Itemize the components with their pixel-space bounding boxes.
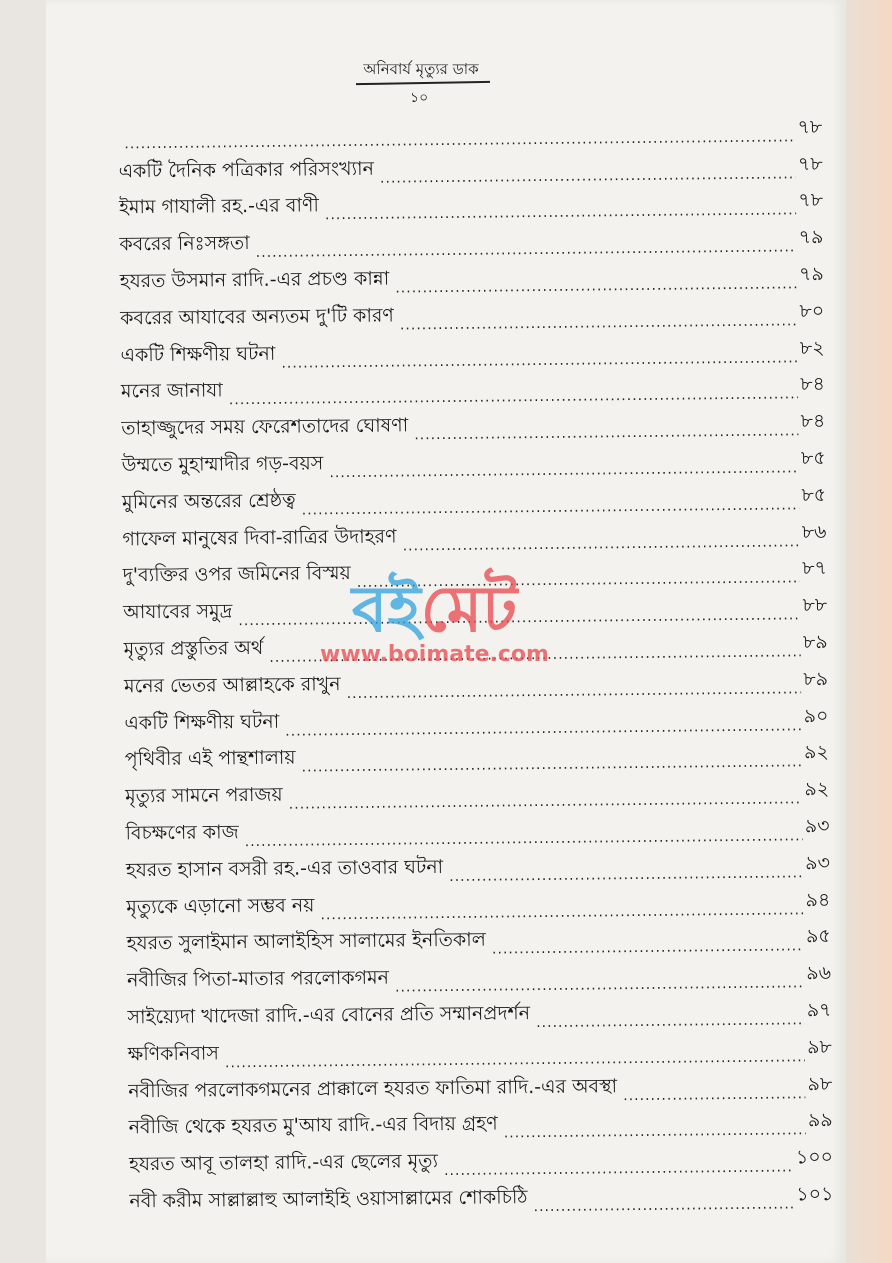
toc-entry-page: ৭৯ [798, 262, 824, 286]
toc-entry [127, 954, 831, 998]
toc-entry-title: উম্মতে মুহাম্মাদীর গড়-বয়স [121, 452, 324, 477]
toc-entry-page: ৯৮ [807, 1035, 832, 1058]
toc-entry-title: নবীজির পরলোকগমনের প্রাক্কালে হযরত ফাতিমা রাদি.-এর অবস্থা [128, 1074, 618, 1102]
toc-entry-page: ৯৩ [804, 814, 830, 838]
toc-entry-page: ৯৩ [805, 851, 831, 874]
toc-entry [122, 476, 826, 520]
toc-entry [120, 292, 824, 336]
toc-entry-title: একটি দৈনিক পত্রিকার পরিসংখ্যান [118, 157, 375, 182]
toc-entry-title: মৃত্যুকে এড়ানো সম্ভব নয় [126, 893, 315, 918]
leader-dots [536, 1012, 805, 1031]
toc-entry-page: ১০১ [796, 1182, 834, 1206]
toc-entry-page: ৯৪ [805, 888, 831, 911]
page-edge [846, 0, 892, 1263]
toc-entry-title: দু'ব্যক্তির ওপর জমিনের বিস্ময় [122, 562, 351, 587]
toc-entry [122, 513, 826, 557]
leader-dots [623, 1086, 806, 1104]
toc-entry-page: ৯৭ [806, 998, 832, 1022]
toc-entry-page: ১০০ [795, 1146, 834, 1169]
toc-entry [125, 734, 829, 778]
toc-entry [121, 402, 825, 446]
toc-entry [121, 366, 825, 410]
toc-entry-title: একটি শিক্ষণীয় ঘটনা [124, 710, 280, 734]
toc-entry-page: ৭৮ [798, 189, 824, 212]
toc-entry-page: ৮৬ [801, 520, 827, 543]
toc-entry [128, 1065, 832, 1109]
toc-entry-page: ৯৮ [807, 1072, 833, 1095]
toc-entry-page: ৯৫ [805, 925, 831, 948]
toc-entry-title: নবীজি থেকে হযরত মু'আয রাদি.-এর বিদায় গ্রহণ [128, 1112, 498, 1139]
toc-entry-page: ৮৯ [803, 667, 829, 690]
toc-entry-title: বিচক্ষণের কাজ [125, 821, 239, 845]
toc-entry-title: হযরত আবূ তালহা রাদি.-এর ছেলের মৃত্যু [128, 1150, 439, 1176]
toc-entry [129, 1175, 833, 1219]
toc-entry-page: ৭৮ [797, 115, 823, 139]
toc-entry-title: সাইয়্যেদা খাদেজা রাদি.-এর বোনের প্রতি সম্মানপ্রদর্শন [127, 1002, 531, 1029]
toc-entry [119, 218, 823, 262]
toc-entry [126, 881, 830, 925]
toc-entry [118, 145, 822, 189]
watermark-url: www.boimate.com [320, 642, 549, 667]
toc-entry-page: ৮৪ [800, 373, 826, 396]
toc-entry [120, 255, 824, 299]
toc-entry-title: নবীজির পিতা-মাতার পরলোকগমন [126, 966, 390, 992]
toc-entry [127, 917, 831, 961]
toc-entry-page: ৮৮ [802, 594, 828, 617]
toc-entry-title: হযরত উসমান রাদি.-এর প্রচণ্ড কান্না [119, 267, 390, 293]
page-number: ১০ [410, 90, 429, 106]
toc-entry-title: নবী করীম সাল্লাল্লাহু আলাইহি ওয়াসাল্লামের শোকচিঠি [129, 1186, 528, 1213]
toc-entry [125, 770, 829, 814]
toc-entry [126, 844, 830, 888]
watermark [320, 573, 549, 667]
toc-entry-title: কবরের নিঃসঙ্গতা [119, 232, 250, 256]
toc-entry-title: একটি শিক্ষণীয় ঘটনা [120, 342, 276, 366]
watermark-logo-part2: মেট [420, 573, 518, 647]
toc-entry [127, 991, 831, 1035]
toc-entry-page: ৮০ [799, 299, 825, 323]
toc-entry-title: মৃত্যুর প্রস্তুতির অর্থ [123, 636, 264, 661]
toc-entry-page: ৭৯ [798, 226, 824, 249]
toc-entry-title: কবরের আযাবের অন্যতম দু'টি কারণ [120, 304, 394, 330]
toc-entry [120, 329, 824, 373]
toc-entry-title: মনের জানাযা [120, 379, 223, 403]
watermark-logo-part1: বই [351, 573, 421, 647]
toc-entry [122, 439, 826, 483]
toc-entry-title: ক্ষণিকনিবাস [127, 1042, 220, 1066]
toc-entry [125, 807, 829, 851]
toc-entry-title: মৃত্যুর সামনে পরাজয় [125, 783, 283, 808]
toc-entry-title: হযরত হাসান বসরী রহ.-এর তাওবার ঘটনা [125, 855, 444, 882]
toc-entry-page: ৮৪ [800, 410, 826, 433]
toc-entry-page: ৯৯ [807, 1109, 833, 1132]
toc-entry [118, 108, 822, 152]
toc-entry-page: ৮৭ [802, 557, 827, 580]
toc-entry-page: ৯২ [803, 741, 829, 764]
toc-entry-page: ৮২ [799, 336, 825, 359]
toc-entry-title: পৃথিবীর এই পান্থশালায় [124, 746, 296, 771]
watermark-logo [320, 573, 549, 647]
toc-entry-page: ৮৯ [802, 630, 828, 654]
leader-dots [504, 1123, 806, 1142]
toc-entry-title: হযরত সুলাইমান আলাইহিস সালামের ইনতিকাল [126, 928, 487, 955]
toc-entry-title: আযাবের সমুদ্র [123, 600, 233, 624]
toc-entry [119, 182, 823, 226]
leader-dots [492, 939, 804, 958]
toc-entry-title: মুমিনের অন্তরের শ্রেষ্ঠত্ব [121, 489, 296, 514]
toc-entry-title: মনের ভেতর আল্লাহকে রাখুন [123, 672, 341, 698]
toc-entry-title: গাফেল মানুষের দিবা-রাত্রির উদাহরণ [122, 525, 397, 550]
toc-entry-title: ইমাম গাযালী রহ.-এর বাণী [118, 194, 319, 219]
toc-entry-page: ৯০ [803, 704, 829, 727]
running-header: অনিবার্য মৃত্যুর ডাক [363, 60, 479, 78]
toc-entry [129, 1138, 833, 1182]
toc-entry [128, 1101, 832, 1145]
toc-entry-page: ৯৬ [806, 962, 832, 985]
toc-entry-title: তাহাজ্জুদের সময় ফেরেশতাদের ঘোষণা [121, 414, 409, 440]
toc-entry [124, 697, 828, 741]
toc-entry-page: ৭৮ [797, 152, 823, 175]
toc-entry-page: ৮৫ [801, 483, 827, 507]
toc-entry-page: ৮৫ [800, 446, 826, 470]
toc-entry [128, 1028, 832, 1072]
toc-entry-page: ৯২ [804, 778, 830, 801]
leader-dots [534, 1196, 795, 1215]
